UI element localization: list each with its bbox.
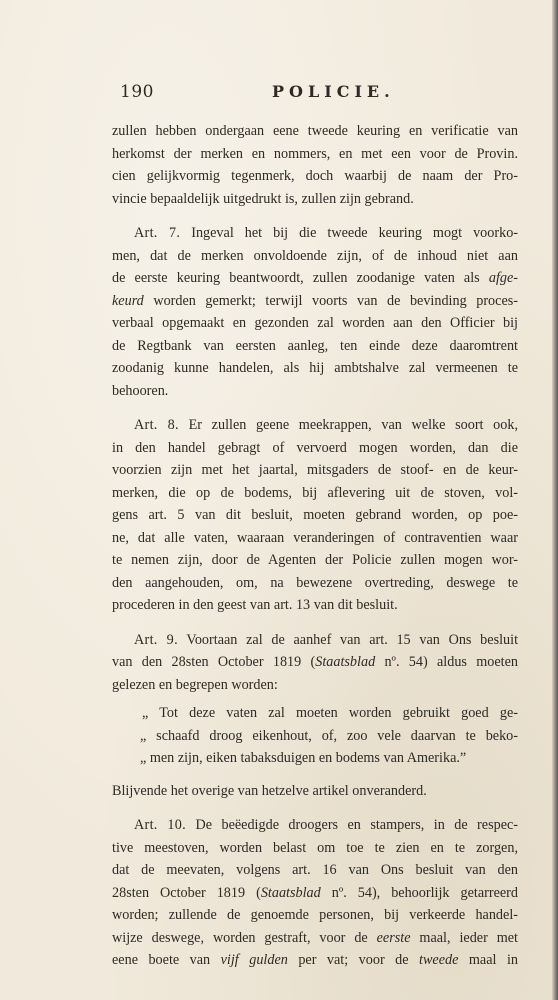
text-line: men, dat de merken onvoldoende zijn, of de inhoud niet aan <box>112 247 518 264</box>
text-line: in den handel gebragt of vervoerd mogen worden, dan die <box>112 439 518 456</box>
text-fragment: nº. 54) aldus moeten <box>375 654 518 670</box>
italic-term: afge- <box>488 270 518 286</box>
running-title: POLICIE. <box>272 82 395 101</box>
text-line: ne, dat alle vaten, waaraan veranderingen of contraventien waar <box>112 529 518 546</box>
quotation <box>112 702 518 770</box>
article-8 <box>112 414 518 617</box>
italic-term: Staatsblad <box>315 654 376 670</box>
text-line: cien gelijkvormig tegenmerk, doch waarbij de naam der Pro- <box>112 168 518 184</box>
paragraph-continuation <box>112 120 518 210</box>
text-line: worden; zullende de genoemde personen, bij verkeerde handel- <box>112 907 518 923</box>
text-line: dat de meevaten, volgens art. 16 van Ons besluit van den <box>112 862 518 878</box>
text-line: te nemen zijn, door de Agenten der Policie zullen mogen wor- <box>112 552 518 568</box>
text-line: zoodanig kunne handelen, als hij ambtshalve zal vermeenen te <box>112 360 518 376</box>
text-line: tive meestoven, worden belast om toe te zien en te zorgen, <box>112 839 518 856</box>
text-fragment: per vat; voor de <box>287 952 420 968</box>
italic-term: keurd <box>112 292 144 309</box>
article-label: Art. 7. <box>134 225 181 241</box>
text-line: gelezen en begrepen worden: <box>112 676 278 693</box>
text-fragment: Voortaan zal de aanhef van art. 15 van Ons besluit <box>186 631 519 648</box>
running-head <box>112 78 518 108</box>
text-line: procederen in den geest van art. 13 van dit besluit. <box>112 597 398 613</box>
article-label: Art. 9. <box>134 631 178 648</box>
text-line: herkomst der merken en nommers, en met een voor de Provin. <box>112 145 518 162</box>
text-line: merken, die op de bodems, bij aflevering uit de stoven, vol- <box>112 484 518 501</box>
article-label: Art. 10. <box>134 817 187 833</box>
quote-line: „ Tot deze vaten zal moeten worden gebruikt goed ge- <box>142 705 518 721</box>
article-10 <box>112 814 518 972</box>
text-fragment: Er zullen geene meekrappen, van welke soort ook, <box>188 417 518 433</box>
text-line: de Regtbank van eersten aanleg, ten einde deze daaromtrent <box>112 337 518 354</box>
text-line: Blijvende het overige van hetzelve artikel onveranderd. <box>112 782 427 799</box>
text-line: verbaal opgemaakt en gezonden zal worden aan den Officier bij <box>112 315 518 331</box>
text-fragment: nº. 54), behoorlijk getarreerd <box>320 884 518 901</box>
italic-term: vijf gulden <box>220 952 288 968</box>
text-fragment: Ingeval het bij die tweede keuring mogt voorko- <box>191 225 519 241</box>
italic-term: eerste <box>376 929 411 946</box>
text-fragment: van den 28sten October 1819 ( <box>112 654 316 670</box>
text-line: voorzien zijn met het jaartal, mitsgaders de stoof- en de keur- <box>112 462 518 478</box>
text-block <box>112 78 518 984</box>
text-fragment: De beëedigde droogers en stampers, in de respec- <box>195 817 519 833</box>
text-fragment: maal in <box>458 952 518 968</box>
text-line: den aangehouden, om, na bewezene overtreding, deswege te <box>112 574 518 591</box>
text-line: vincie bepaaldelijk uitgedrukt is, zullen zijn gebrand. <box>112 190 414 207</box>
text-fragment: maal, ieder met <box>410 929 518 946</box>
text-fragment: wijze deswege, worden gestraft, voor de <box>112 929 377 946</box>
text-line: gens art. 5 van dit besluit, moeten gebrand worden, op poe- <box>112 507 518 523</box>
text-line: zullen hebben ondergaan eene tweede keuring en verificatie van <box>112 123 518 139</box>
text-fragment: de eerste keuring beantwoordt, zullen zoodanige vaten als <box>112 270 489 286</box>
page-number: 190 <box>120 82 154 102</box>
text-fragment: 28sten October 1819 ( <box>112 884 261 901</box>
quote-line: „ men zijn, eiken tabaksduigen en bodems van Amerika.” <box>140 750 467 766</box>
article-7 <box>112 222 518 402</box>
text-fragment: worden gemerkt; terwijl voorts van de bevinding proces- <box>143 292 518 309</box>
text-line: behooren. <box>112 382 169 399</box>
article-label: Art. 8. <box>134 417 179 433</box>
italic-term: tweede <box>419 952 459 968</box>
quote-line: „ schaafd droog eikenhout, of, zoo vele daarvan te beko- <box>140 727 518 744</box>
page-edge-shadow <box>552 0 558 1000</box>
italic-term: Staatsblad <box>260 884 321 901</box>
article-9 <box>112 629 518 803</box>
body-text <box>112 120 518 972</box>
text-fragment: eene boete van <box>112 952 221 968</box>
